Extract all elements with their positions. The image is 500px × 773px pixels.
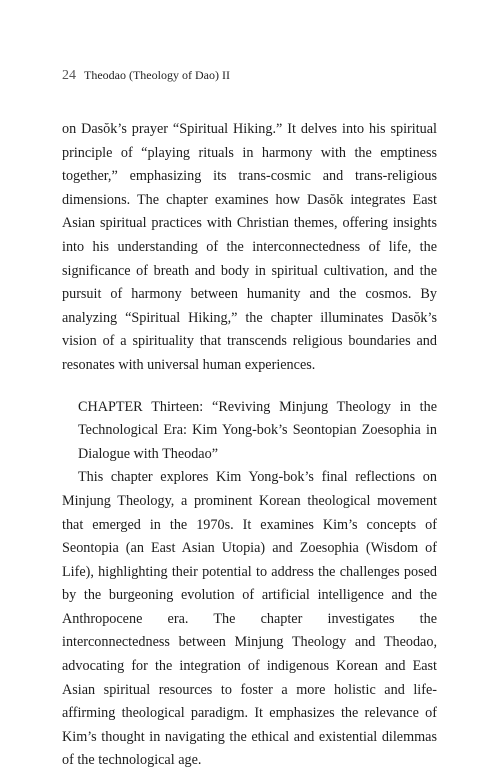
- book-title: Theodao (Theology of Dao) II: [84, 68, 230, 82]
- body-text: [62, 118, 437, 773]
- chapter-summary-paragraph: This chapter explores Kim Yong-bok’s final reflections on Minjung Theology, a prominent Korean theological movement that emerged in the 1970s. It examines Kim’s concepts of Seontopia (an East Asian Utopia) and Zoesophia (Wisdom of Life), highlighting their potential to address the challenges posed by the burgeoning evolution of artificial intelligence and the Anthropocene era. The chapter investigates the interconnectedness between Minjung Theology and Theodao, advocating for the integration of indigenous Korean and East Asian spiritual resources to foster a more holistic and life-affirming theological paradigm. It emphasizes the relevance of Kim’s thought in navigating the ethical and existential dilemmas of the technological age.: [62, 469, 437, 769]
- chapter-heading: CHAPTER Thirteen: “Reviving Minjung Theology in the Technological Era: Kim Yong-bok’s Seontopian Zoesophia in Dialogue with Theodao”: [78, 398, 437, 462]
- continued-paragraph: on Dasŏk’s prayer “Spiritual Hiking.” It delves into his spiritual principle of “playing rituals in harmony with the emptiness together,” emphasizing its trans-cosmic and trans-religious dimensions. The chapter examines how Dasŏk integrates East Asian spiritual practices with Christian themes, offering insights into his understanding of the interconnectedness of life, the significance of breath and body in spiritual cultivation, and the pursuit of harmony between humanity and the cosmos. By analyzing “Spiritual Hiking,” the chapter illuminates Dasŏk’s vision of a spirituality that transcends religious boundaries and resonates with universal human experiences.: [62, 121, 437, 373]
- running-head: [62, 67, 230, 84]
- page-number: 24: [62, 68, 76, 83]
